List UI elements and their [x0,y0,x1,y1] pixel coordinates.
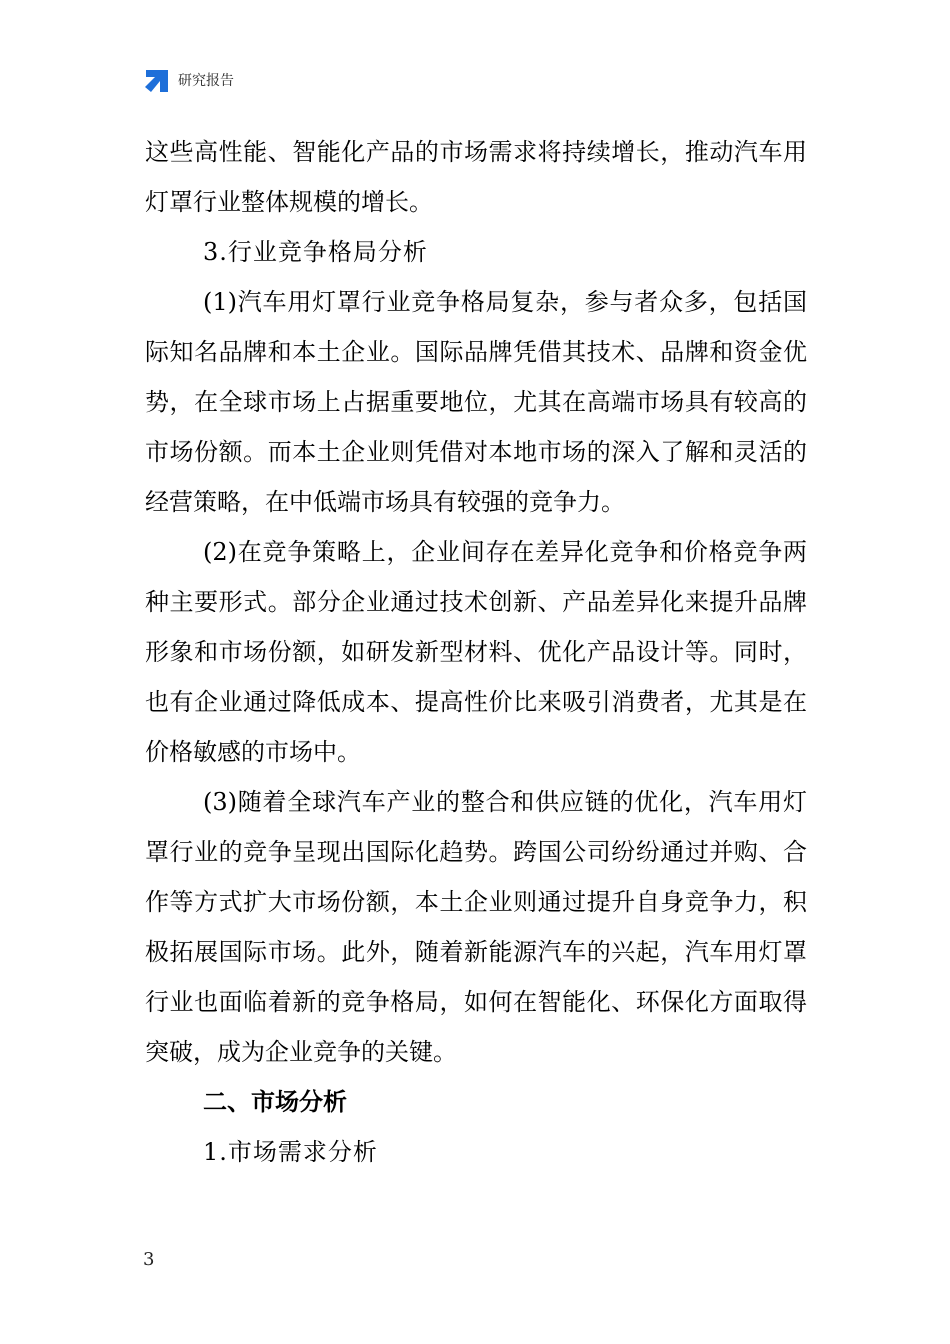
report-header [144,68,234,94]
document-body [145,127,807,1177]
header-title: 研究报告 [178,73,234,89]
paragraph-continuation: 这些高性能、智能化产品的市场需求将持续增长，推动汽车用灯罩行业整体规模的增长。 [145,138,807,216]
page-number: 3 [143,1249,155,1270]
arrow-up-right-logo-icon [144,68,170,94]
subsection-heading-demand: 1.市场需求分析 [203,1138,378,1166]
paragraph-1: (1)汽车用灯罩行业竞争格局复杂，参与者众多，包括国际知名品牌和本土企业。国际品牌凭借其技术、品牌和资金优势，在全球市场上占据重要地位，尤其在高端市场具有较高的市场份额。而本土企业则凭借对本地市场的深入了解和灵活的经营策略，在中低端市场具有较强的竞争力。 [145,288,807,516]
paragraph-3: (3)随着全球汽车产业的整合和供应链的优化，汽车用灯罩行业的竞争呈现出国际化趋势。跨国公司纷纷通过并购、合作等方式扩大市场份额，本土企业则通过提升自身竞争力，积极拓展国际市场。此外，随着新能源汽车的兴起，汽车用灯罩行业也面临着新的竞争格局，如何在智能化、环保化方面取得突破，成为企业竞争的关键。 [145,788,807,1066]
section-heading-competition: 3.行业竞争格局分析 [203,238,428,266]
section-heading-market: 二、市场分析 [203,1088,347,1116]
paragraph-2: (2)在竞争策略上，企业间存在差异化竞争和价格竞争两种主要形式。部分企业通过技术创新、产品差异化来提升品牌形象和市场份额，如研发新型材料、优化产品设计等。同时，也有企业通过降低成本、提高性价比来吸引消费者，尤其是在价格敏感的市场中。 [145,538,807,766]
